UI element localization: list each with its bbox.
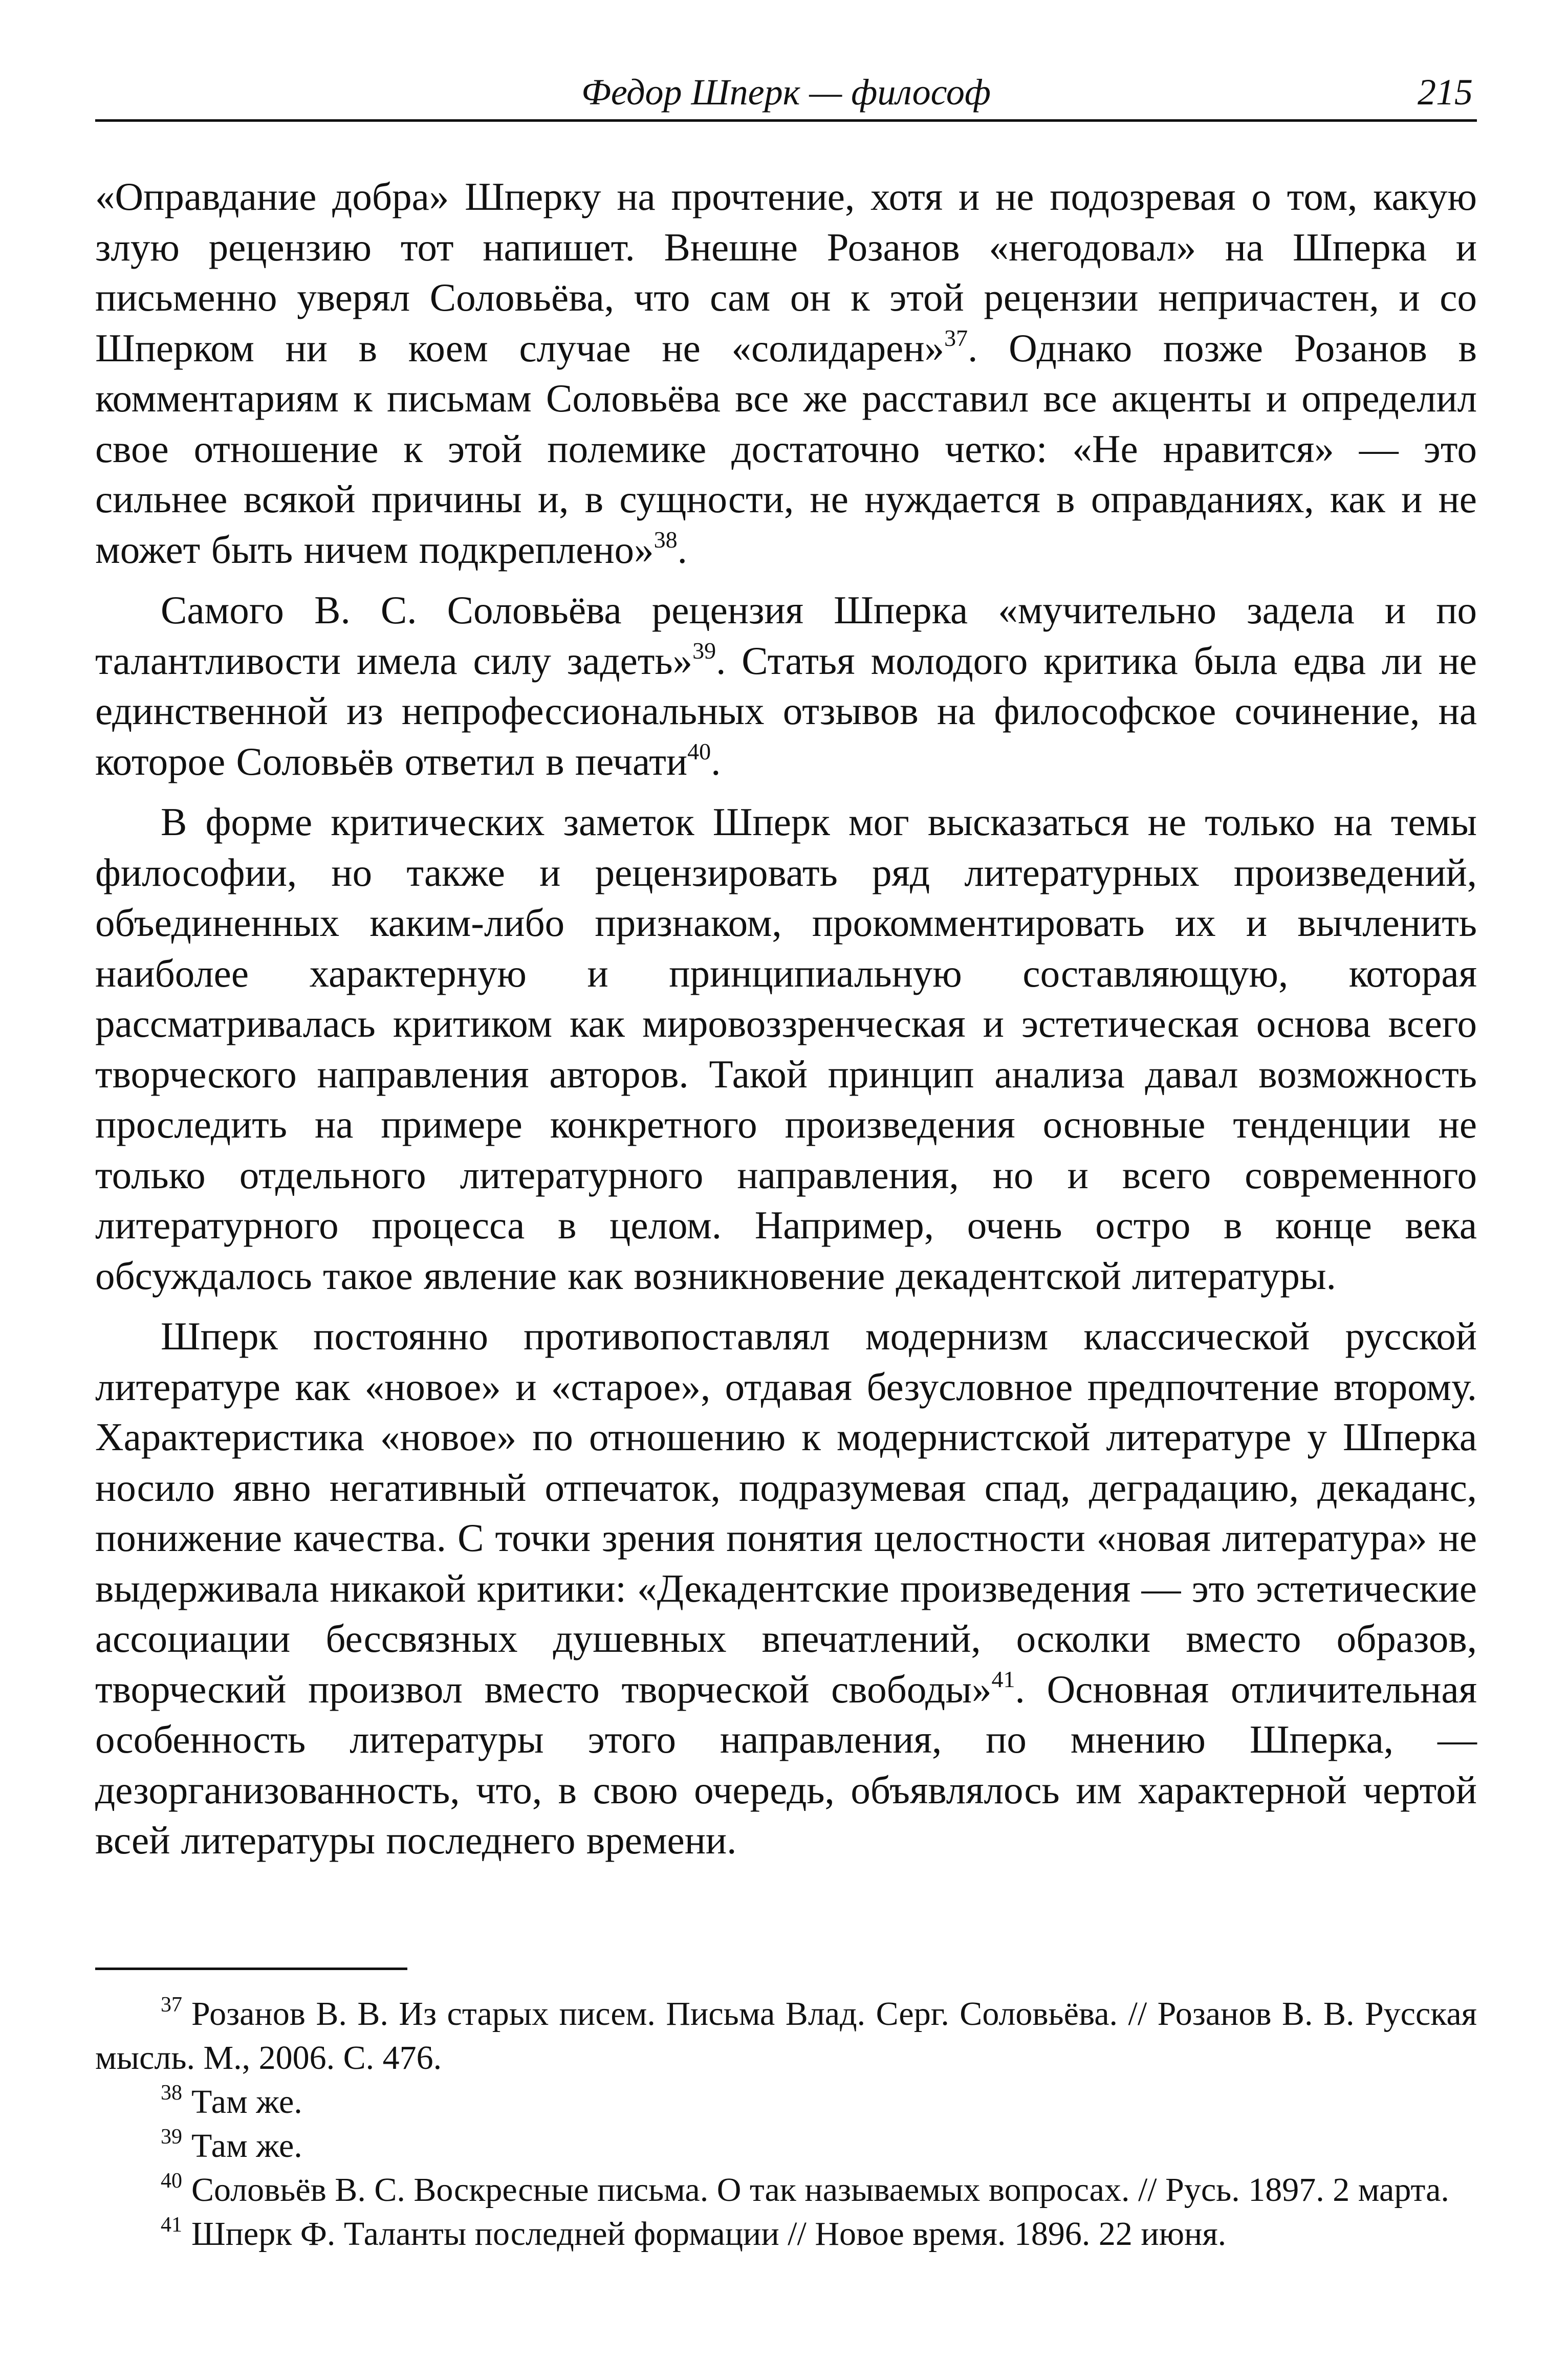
running-header [95, 65, 1477, 122]
footnote-text: Шперк Ф. Таланты последней формации // Новое время. 1896. 22 июня. [191, 2215, 1227, 2253]
footnote-number: 38 [161, 2081, 182, 2105]
footnote-number: 39 [161, 2125, 182, 2149]
footnote [95, 2168, 1477, 2212]
paragraph [95, 1311, 1477, 1866]
footnote [95, 2080, 1477, 2124]
paragraph [95, 585, 1477, 786]
page-number: 215 [1418, 72, 1473, 113]
footnote [95, 2212, 1477, 2256]
paragraph-text: В форме критических заметок Шперк мог высказаться не только на темы философии, но также и рецензировать ряд литературных произведений, объединенных каким-либо признаком, прокомментировать их и вычленить наиболее характерную и принципиальную составляющую, которая рассматривалась критиком как мировоззренческая и эстетическая основа всего творческого направления авторов. Такой принцип анализа давал возможность проследить на примере конкретного произведения основные тенденции не только отдельного литературного направления, но и всего современного литературного процесса в целом. Например, очень остро в конце века обсуждалось такое явление как возникновение декадентской литературы. [95, 800, 1477, 1298]
footnote-ref: 37 [944, 324, 968, 351]
footnote-number: 41 [161, 2213, 182, 2237]
paragraph-text: . [677, 527, 687, 572]
paragraph-text: . Основная отличительная особенность литературы этого направления, по мнению Шперка, — дезорганизованность, что, в свою очередь, объявлялось им характерной чертой всей литературы последнего времени. [95, 1667, 1477, 1862]
paragraph-text: . [711, 739, 721, 783]
footnote-text: Там же. [191, 2127, 302, 2165]
footnote-ref: 41 [991, 1666, 1015, 1692]
footnote [95, 1992, 1477, 2080]
footnote-text: Соловьёв В. С. Воскресные письма. О так называемых вопросах. // Русь. 1897. 2 марта. [191, 2171, 1449, 2209]
running-title: Федор Шперк — философ [581, 72, 991, 113]
footnote-number: 37 [161, 1993, 182, 2017]
paragraph [95, 797, 1477, 1301]
footnote-text: Там же. [191, 2083, 302, 2121]
footnote-ref: 38 [654, 526, 678, 553]
footnote-ref: 40 [687, 738, 711, 764]
footnote-text: Розанов В. В. Из старых писем. Письма Влад. Серг. Соловьёва. // Розанов В. В. Русская мысль. М., 2006. С. 476. [95, 1995, 1477, 2077]
paragraph-text: . Однако позже Розанов в комментариям к письмам Соловьёва все же расставил все акценты и определил свое отношение к этой полемике достаточно четко: «Не нравится» — это сильнее всякой причины и, в сущности, не нуждается в оправданиях, как и не может быть ничем подкреплено» [95, 325, 1477, 572]
footnote-number: 40 [161, 2169, 182, 2193]
paragraph-text: . Статья молодого критика была едва ли не единственной из непрофессиональных отзывов на философское сочинение, на которое Соловьёв ответил в печати [95, 638, 1477, 783]
footnote-ref: 39 [692, 637, 716, 664]
paragraph-text: «Оправдание добра» Шперку на прочтение, хотя и не подозревая о том, какую злую рецензию тот напишет. Внешне Розанов «негодовал» на Шперка и письменно уверял Соловьёва, что сам он к этой рецензии непричастен, и со Шперком ни в коем случае не «солидарен» [95, 174, 1477, 370]
main-text [95, 171, 1477, 1866]
paragraph [95, 171, 1477, 575]
paragraph-text: Самого В. С. Соловьёва рецензия Шперка «мучительно задела и по талантливости имела силу задеть» [95, 588, 1477, 683]
paragraph-text: Шперк постоянно противопоставлял модернизм классической русской литературе как «новое» и «старое», отдавая безусловное предпочтение второму. Характеристика «новое» по отношению к модернистской литературе у Шперка носило явно негативный отпечаток, подразумевая спад, деградацию, декаданс, понижение качества. С точки зрения понятия целостности «новая литература» не выдерживала никакой критики: «Декадентские произведения — это эстетические ассоциации бессвязных душевных впечатлений, осколки вместо образов, творческий произвол вместо творческой свободы» [95, 1314, 1477, 1711]
footnote [95, 2124, 1477, 2168]
footnote-separator [95, 1968, 407, 1970]
footnotes [95, 1992, 1477, 2256]
